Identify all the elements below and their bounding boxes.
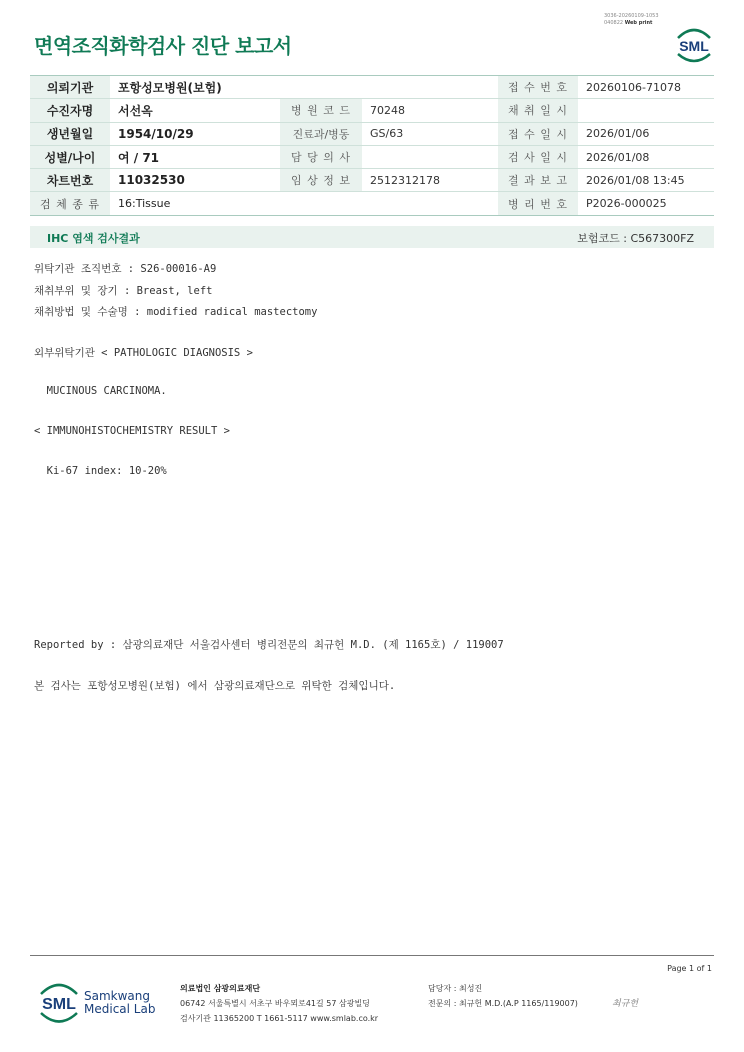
value-test-date: 2026/01/08 [578, 145, 714, 168]
section-title: IHC 염색 검사결과 [47, 232, 140, 245]
footer-organization [180, 981, 378, 1026]
specimen-id-line: 위탁기관 조직번호 : S26-00016-A9 [34, 263, 217, 275]
label-birth-date: 생년월일 [30, 122, 110, 145]
print-code-number: 040822 [604, 20, 624, 26]
value-collection-date [578, 99, 714, 122]
info-row [30, 145, 714, 168]
value-requesting-institution: 포항성모병원(보험) [110, 76, 498, 99]
ki67-result: Ki-67 index: 10-20% [34, 465, 167, 477]
referral-note: 본 검사는 포항성모병원(보험) 에서 삼광의료재단으로 위탁한 검체입니다. [34, 680, 396, 692]
page-number: Page 1 of 1 [667, 964, 712, 973]
label-hospital-code: 병 원 코 드 [280, 99, 362, 122]
signature: 최규헌 [612, 999, 639, 1009]
collection-site-line: 채취부위 및 장기 : Breast, left [34, 285, 213, 297]
patient-info-table [30, 75, 714, 216]
print-code-line2 [604, 20, 659, 27]
footer-divider [30, 955, 714, 956]
label-department-ward: 진료과/병동 [280, 122, 362, 145]
label-receipt-date: 접 수 일 시 [498, 122, 578, 145]
info-row [30, 192, 714, 215]
print-code [604, 13, 659, 27]
label-pathology-number: 병 리 번 호 [498, 192, 578, 215]
info-row [30, 99, 714, 122]
sml-footer-logo [36, 978, 82, 1026]
brand-line1: Samkwang [84, 989, 150, 1003]
value-chart-number: 11032530 [110, 169, 280, 192]
info-row [30, 122, 714, 145]
specialist: 전문의 : 최규헌 M.D.(A.P 1165/119007) [428, 999, 578, 1008]
info-row [30, 169, 714, 192]
value-birth-date: 1954/10/29 [110, 122, 280, 145]
value-result-report: 2026/01/08 13:45 [578, 169, 714, 192]
pathologic-diagnosis-heading: 외부위탁기관 < PATHOLOGIC DIAGNOSIS > [34, 347, 253, 359]
label-requesting-institution: 의뢰기관 [30, 76, 110, 99]
value-pathology-number: P2026-000025 [578, 192, 714, 215]
brand-name [84, 990, 155, 1016]
label-chart-number: 차트번호 [30, 169, 110, 192]
staff-in-charge: 담당자 : 최성진 [428, 984, 483, 993]
label-receipt-number: 접 수 번 호 [498, 76, 578, 99]
label-test-date: 검 사 일 시 [498, 145, 578, 168]
value-receipt-number: 20260106-71078 [578, 76, 714, 99]
procedure-line: 채취방법 및 수술명 : modified radical mastectomy [34, 306, 318, 318]
diagnosis-text: MUCINOUS CARCINOMA. [34, 385, 167, 397]
footer-staff [428, 981, 578, 1011]
label-collection-date: 채 취 일 시 [498, 99, 578, 122]
org-address: 06742 서울특별시 서초구 바우뫼로41길 57 삼광빌딩 [180, 999, 370, 1008]
ihc-result-heading: < IMMUNOHISTOCHEMISTRY RESULT > [34, 425, 230, 437]
label-attending-doctor: 담 당 의 사 [280, 145, 362, 168]
logo-text: SML [679, 38, 709, 54]
label-clinical-info: 임 상 정 보 [280, 169, 362, 192]
result-section-header [30, 226, 714, 248]
brand-line2: Medical Lab [84, 1002, 156, 1016]
value-hospital-code: 70248 [362, 99, 498, 122]
footer-logo-text: SML [42, 996, 76, 1013]
sml-logo [672, 24, 716, 64]
value-specimen-type: 16:Tissue [110, 192, 498, 215]
org-contact: 검사기관 11365200 T 1661-5117 www.smlab.co.kr [180, 1014, 379, 1023]
label-patient-name: 수진자명 [30, 99, 110, 122]
web-print-label: Web print [624, 20, 653, 26]
value-sex-age: 여 / 71 [110, 145, 280, 168]
value-attending-doctor [362, 145, 498, 168]
value-patient-name: 서선옥 [110, 99, 280, 122]
insurance-code: 보험코드 : C567300FZ [577, 232, 694, 245]
label-result-report: 결 과 보 고 [498, 169, 578, 192]
label-specimen-type: 검 체 종 류 [30, 192, 110, 215]
reported-by-line: Reported by : 삼광의료재단 서울검사센터 병리전문의 최규헌 M.D. (제 1165호) / 119007 [34, 639, 504, 651]
org-name: 의료법인 삼광의료재단 [180, 984, 261, 993]
info-row [30, 76, 714, 99]
report-title: 면역조직화학검사 진단 보고서 [34, 34, 292, 58]
label-sex-age: 성별/나이 [30, 145, 110, 168]
print-code-line1: 3036-20260109-1053 [604, 13, 659, 19]
value-receipt-date: 2026/01/06 [578, 122, 714, 145]
value-department-ward: GS/63 [362, 122, 498, 145]
value-clinical-info: 2512312178 [362, 169, 498, 192]
